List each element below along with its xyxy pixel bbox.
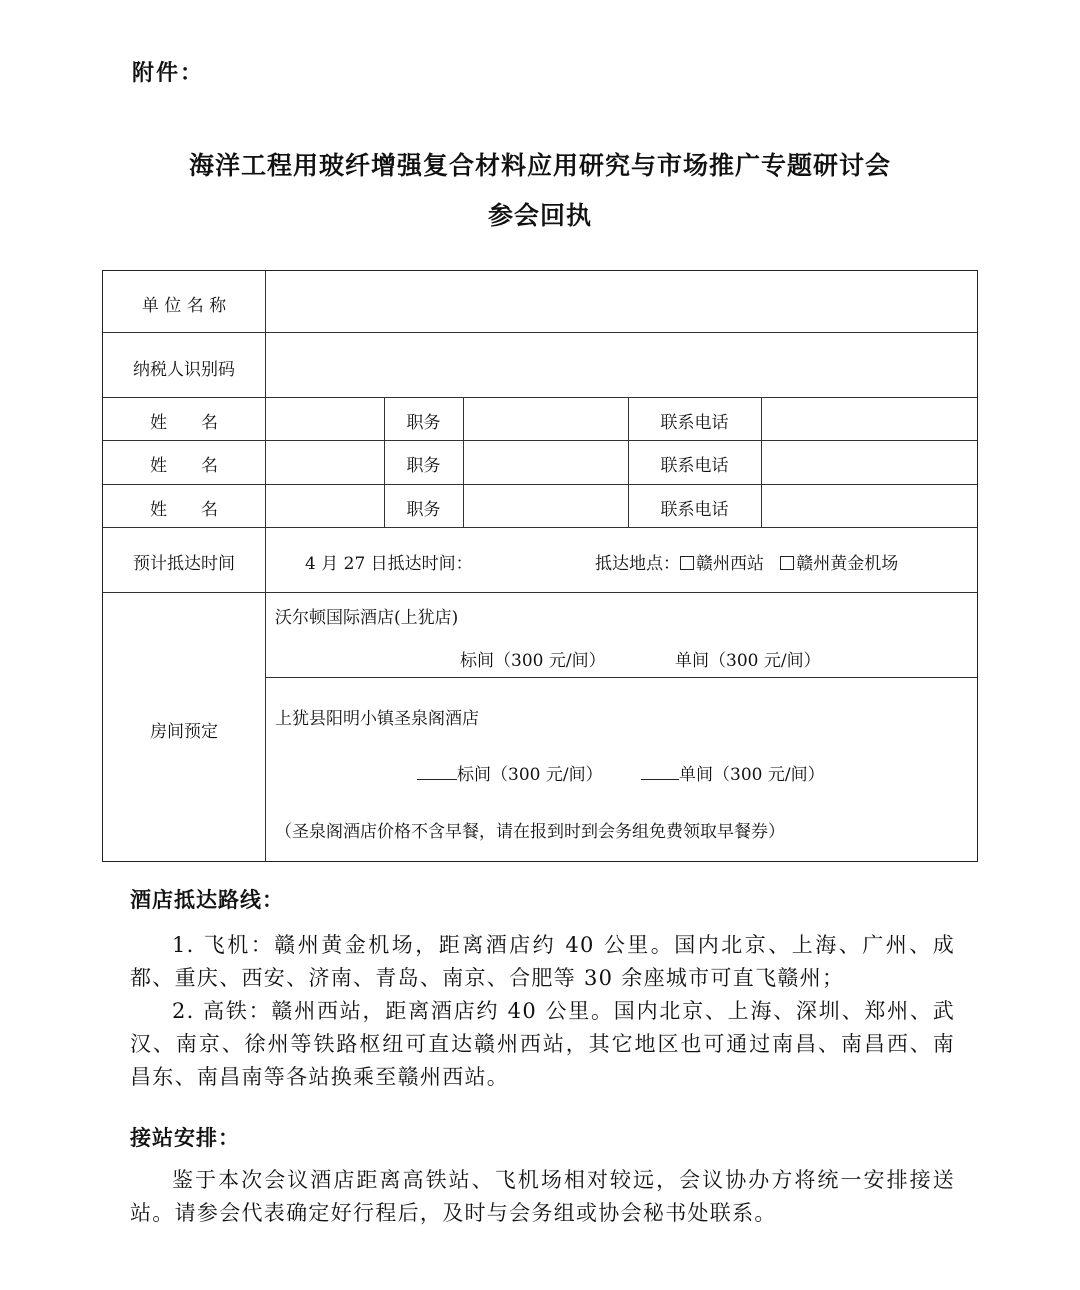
person-name-label: 姓 名 — [150, 456, 218, 476]
pickup-content — [130, 1164, 955, 1230]
registration-form-table — [102, 270, 978, 862]
person-name-label: 姓 名 — [150, 500, 218, 520]
arrival-time-label: 预计抵达时间 — [133, 554, 235, 574]
person-name-field[interactable] — [266, 485, 383, 527]
position-field[interactable] — [464, 485, 627, 527]
document-title: 海洋工程用玻纤增强复合材料应用研究与市场推广专题研讨会 — [188, 151, 891, 180]
hotel2-single-room[interactable] — [641, 760, 825, 785]
checkbox-ganzhou-west[interactable] — [680, 556, 694, 570]
route-content — [130, 929, 955, 1094]
hotel2-standard-room[interactable] — [417, 760, 603, 785]
hotel2-note: （圣泉阁酒店价格不含早餐，请在报到时到会务组免费领取早餐券） — [275, 822, 785, 842]
route-item-train: 2. 高铁：赣州西站，距离酒店约 40 公里。国内北京、上海、深圳、郑州、武汉、南京、徐州等铁路枢纽可直达赣州西站，其它地区也可通过南昌、南昌西、南昌东、南昌南等各站换乘至赣州西站。 — [130, 999, 955, 1089]
phone-field[interactable] — [762, 398, 976, 440]
option-ganzhou-airport: 赣州黄金机场 — [796, 554, 899, 574]
tax-id-label: 纳税人识别码 — [133, 360, 235, 380]
position-label: 职务 — [406, 413, 441, 433]
row-divider — [103, 592, 977, 593]
hotel2-standard-label: 标间（300 元/间） — [457, 765, 603, 785]
position-field[interactable] — [464, 398, 627, 440]
phone-label: 联系电话 — [660, 413, 729, 433]
attachment-label: 附件： — [132, 61, 205, 86]
blank-line[interactable] — [417, 765, 457, 780]
tax-id-field[interactable] — [266, 333, 976, 397]
person-name-field[interactable] — [266, 441, 383, 484]
person-name-field[interactable] — [266, 398, 383, 440]
row-divider — [265, 677, 977, 678]
hotel1-name: 沃尔顿国际酒店(上犹店) — [275, 608, 459, 628]
arrival-time-text[interactable]: 4 月 27 日抵达时间： — [305, 554, 473, 574]
option-ganzhou-west: 赣州西站 — [696, 554, 764, 574]
blank-line[interactable] — [641, 765, 679, 780]
arrival-place-label: 抵达地点： — [595, 554, 680, 574]
position-field[interactable] — [464, 441, 627, 484]
phone-label: 联系电话 — [660, 456, 729, 476]
hotel2-name: 上犹县阳明小镇圣泉阁酒店 — [275, 709, 479, 729]
checkbox-ganzhou-airport[interactable] — [780, 556, 794, 570]
pickup-heading: 接站安排： — [130, 1126, 240, 1150]
phone-label: 联系电话 — [660, 500, 729, 520]
arrival-place — [595, 549, 898, 574]
route-item-flight: 1. 飞机：赣州黄金机场，距离酒店约 40 公里。国内北京、上海、广州、成都、重庆、西安、济南、青岛、南京、合肥等 30 余座城市可直飞赣州； — [130, 933, 955, 990]
position-label: 职务 — [406, 456, 441, 476]
hotel2-single-label: 单间（300 元/间） — [679, 765, 825, 785]
hotel1-single-room[interactable]: 单间（300 元/间） — [675, 651, 821, 671]
route-heading: 酒店抵达路线： — [130, 888, 284, 912]
pickup-text: 鉴于本次会议酒店距离高铁站、飞机场相对较远，会议协办方将统一安排接送站。请参会代表确定好行程后，及时与会务组或协会秘书处联系。 — [130, 1168, 955, 1225]
position-label: 职务 — [406, 500, 441, 520]
hotel1-standard-room[interactable]: 标间（300 元/间） — [460, 651, 606, 671]
row-divider — [103, 527, 977, 528]
person-name-label: 姓 名 — [150, 413, 218, 433]
unit-name-label: 单 位 名 称 — [141, 296, 227, 316]
phone-field[interactable] — [762, 485, 976, 527]
document-subtitle: 参会回执 — [487, 201, 592, 230]
unit-name-field[interactable] — [266, 272, 976, 332]
room-reservation-label: 房间预定 — [150, 722, 218, 742]
phone-field[interactable] — [762, 441, 976, 484]
